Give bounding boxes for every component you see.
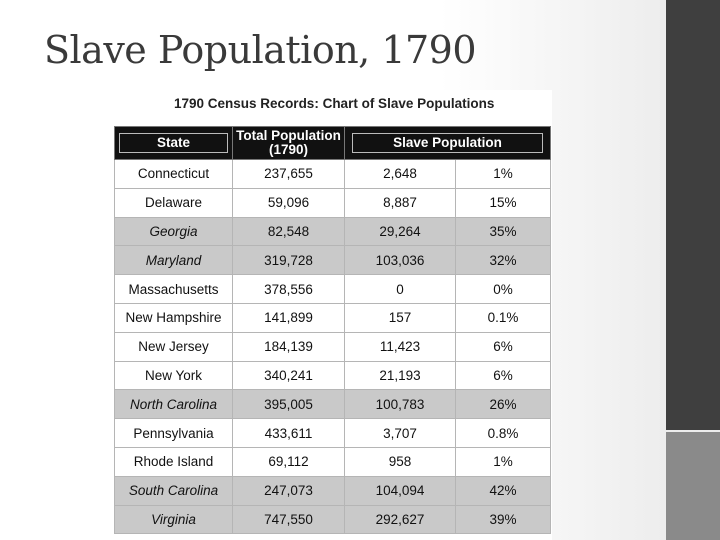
cell-state: Rhode Island	[115, 447, 233, 476]
header-total-population: Total Population (1790)	[233, 127, 345, 160]
cell-slaves: 2,648	[345, 160, 456, 189]
cell-percent: 1%	[456, 447, 551, 476]
cell-state: Massachusetts	[115, 275, 233, 304]
cell-percent: 26%	[456, 390, 551, 419]
cell-percent: 39%	[456, 505, 551, 534]
cell-total: 378,556	[233, 275, 345, 304]
table-header-row	[115, 127, 551, 160]
cell-total: 340,241	[233, 361, 345, 390]
cell-total: 433,611	[233, 419, 345, 448]
cell-state: Virginia	[115, 505, 233, 534]
cell-state: New Jersey	[115, 332, 233, 361]
sidebar-accent-dark	[666, 0, 720, 430]
table-row	[115, 476, 551, 505]
table-row	[115, 332, 551, 361]
cell-total: 184,139	[233, 332, 345, 361]
sidebar-accent-light	[666, 432, 720, 540]
cell-percent: 6%	[456, 361, 551, 390]
table-row	[115, 217, 551, 246]
table-row	[115, 303, 551, 332]
table-body	[115, 160, 551, 534]
cell-state: Delaware	[115, 188, 233, 217]
cell-percent: 0.8%	[456, 419, 551, 448]
cell-slaves: 103,036	[345, 246, 456, 275]
cell-state: New York	[115, 361, 233, 390]
figure-caption: 1790 Census Records: Chart of Slave Populations	[174, 96, 495, 111]
table-row	[115, 390, 551, 419]
cell-slaves: 11,423	[345, 332, 456, 361]
cell-total: 141,899	[233, 303, 345, 332]
table-row	[115, 246, 551, 275]
cell-slaves: 100,783	[345, 390, 456, 419]
table-row	[115, 188, 551, 217]
census-figure	[110, 90, 552, 540]
cell-total: 69,112	[233, 447, 345, 476]
cell-state: Georgia	[115, 217, 233, 246]
slide-title: Slave Population, 1790	[44, 28, 477, 72]
cell-state: New Hampshire	[115, 303, 233, 332]
cell-slaves: 0	[345, 275, 456, 304]
cell-percent: 6%	[456, 332, 551, 361]
cell-state: Connecticut	[115, 160, 233, 189]
header-state: State	[115, 127, 233, 160]
cell-state: South Carolina	[115, 476, 233, 505]
cell-percent: 0.1%	[456, 303, 551, 332]
cell-total: 59,096	[233, 188, 345, 217]
cell-percent: 42%	[456, 476, 551, 505]
table-row	[115, 505, 551, 534]
cell-total: 237,655	[233, 160, 345, 189]
cell-total: 247,073	[233, 476, 345, 505]
cell-total: 395,005	[233, 390, 345, 419]
cell-slaves: 8,887	[345, 188, 456, 217]
cell-total: 747,550	[233, 505, 345, 534]
cell-state: Pennsylvania	[115, 419, 233, 448]
cell-slaves: 157	[345, 303, 456, 332]
table-row	[115, 361, 551, 390]
cell-percent: 1%	[456, 160, 551, 189]
cell-slaves: 292,627	[345, 505, 456, 534]
cell-slaves: 104,094	[345, 476, 456, 505]
table-row	[115, 419, 551, 448]
cell-state: North Carolina	[115, 390, 233, 419]
cell-slaves: 958	[345, 447, 456, 476]
cell-slaves: 29,264	[345, 217, 456, 246]
cell-state: Maryland	[115, 246, 233, 275]
table-row	[115, 275, 551, 304]
cell-slaves: 3,707	[345, 419, 456, 448]
census-table	[114, 126, 551, 534]
header-slave-population: Slave Population	[345, 127, 551, 160]
cell-percent: 0%	[456, 275, 551, 304]
cell-total: 319,728	[233, 246, 345, 275]
cell-total: 82,548	[233, 217, 345, 246]
cell-slaves: 21,193	[345, 361, 456, 390]
cell-percent: 15%	[456, 188, 551, 217]
table-row	[115, 447, 551, 476]
cell-percent: 32%	[456, 246, 551, 275]
table-row	[115, 160, 551, 189]
cell-percent: 35%	[456, 217, 551, 246]
